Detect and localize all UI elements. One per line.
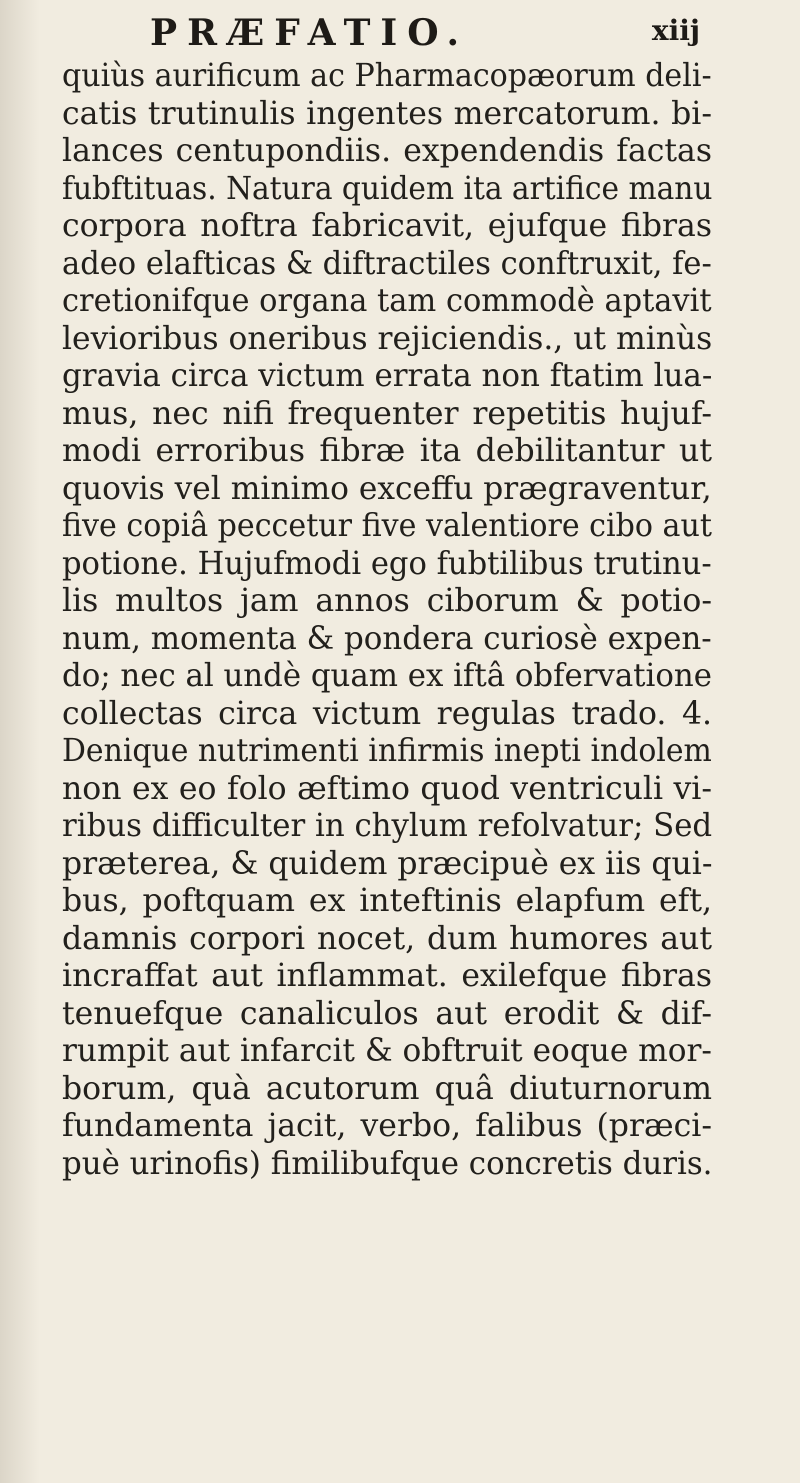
text-line: do; nec al undè quam ex iftâ obfervatione bbox=[62, 658, 712, 694]
text-line: catis trutinulis ingentes mercatorum. bi- bbox=[62, 95, 712, 132]
text-line: borum, quà acutorum quâ diuturnorum bbox=[62, 1070, 712, 1107]
text-line: potione. Hujufmodi ego fubtilibus trutinu- bbox=[62, 545, 712, 582]
text-line: levioribus oneribus rejiciendis., ut minùs bbox=[62, 320, 713, 357]
page-number: xiij bbox=[651, 14, 700, 47]
text-line: mus, nec nifi frequenter repetitis hujuf- bbox=[62, 395, 712, 432]
text-line: adeo elafticas & diftractiles conftruxit, fe- bbox=[62, 245, 712, 282]
running-head: PRÆFATIO. bbox=[150, 12, 470, 54]
text-line: num, momenta & pondera curiosè expen- bbox=[62, 620, 712, 657]
text-line: lis multos jam annos ciborum & potio- bbox=[62, 583, 712, 619]
text-line: bus, poftquam ex inteftinis elapfum eft, bbox=[62, 883, 712, 919]
text-line: incraffat aut inflammat. exilefque fibras bbox=[62, 958, 712, 994]
body-text bbox=[62, 58, 712, 1183]
text-line: collectas circa victum regulas trado. 4. bbox=[62, 695, 712, 732]
text-line: Denique nutrimenti infirmis inepti indolem bbox=[62, 733, 712, 769]
text-line: five copiâ peccetur five valentiore cibo aut bbox=[62, 508, 712, 544]
text-line: quovis vel minimo exceffu prægraventur, bbox=[62, 470, 712, 507]
text-line: fundamenta jacit, verbo, falibus (præci- bbox=[62, 1108, 712, 1144]
text-line: modi erroribus fibræ ita debilitantur ut bbox=[62, 433, 712, 469]
text-line: fubftituas. Natura quidem ita artifice manu bbox=[62, 170, 713, 207]
page-header bbox=[150, 12, 700, 58]
text-line: non ex eo folo æftimo quod ventriculi vi- bbox=[62, 770, 712, 807]
text-line: damnis corpori nocet, dum humores aut bbox=[62, 920, 712, 957]
text-line: ribus difficulter in chylum refolvatur; Sed bbox=[62, 808, 713, 844]
text-line: rumpit aut infarcit & obftruit eoque mor- bbox=[62, 1033, 712, 1069]
text-line: quiùs aurificum ac Pharmacopæorum deli- bbox=[62, 58, 712, 94]
gutter-shadow bbox=[0, 0, 40, 1483]
text-line: lances centupondiis. expendendis factas bbox=[62, 133, 712, 169]
text-line: tenuefque canaliculos aut erodit & dif- bbox=[62, 995, 712, 1032]
text-line: præterea, & quidem præcipuè ex iis qui- bbox=[62, 845, 713, 882]
text-line: corpora noftra fabricavit, ejufque fibras bbox=[62, 208, 712, 244]
text-line: gravia circa victum errata non ftatim lua- bbox=[62, 358, 713, 394]
text-line: puè urinofis) fimilibufque concretis duris. bbox=[62, 1145, 713, 1182]
text-line: cretionifque organa tam commodè aptavit bbox=[62, 283, 712, 319]
